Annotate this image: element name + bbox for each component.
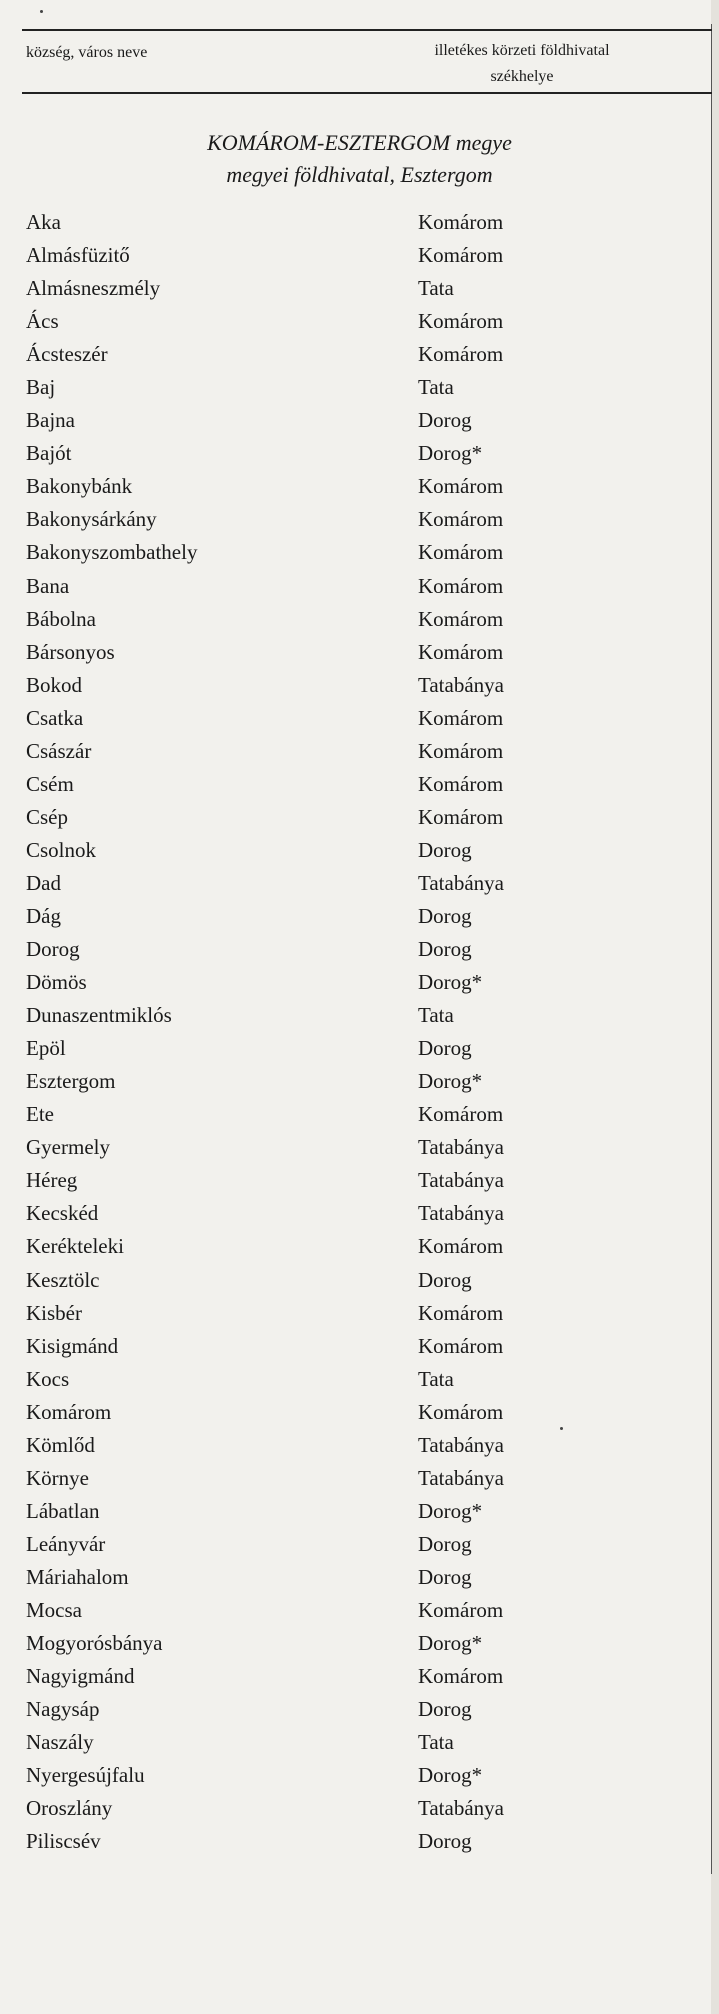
table-row xyxy=(0,1135,719,1168)
table-row xyxy=(0,540,719,573)
settlement-name: Ács xyxy=(26,309,59,334)
settlement-name: Dad xyxy=(26,870,61,895)
land-office-seat: Dorog* xyxy=(418,1069,483,1094)
land-office-seat: Komárom xyxy=(418,1333,504,1358)
land-office-seat: Tatabánya xyxy=(418,1201,504,1226)
settlement-name: Bajót xyxy=(26,441,72,466)
land-office-seat: Komárom xyxy=(418,243,504,268)
settlement-name: Császár xyxy=(26,738,92,763)
settlement-name: Kisigmánd xyxy=(26,1333,119,1358)
land-office-seat: Dorog xyxy=(418,1564,472,1589)
settlement-name: Kesztölc xyxy=(26,1267,100,1292)
land-office-seat: Dorog xyxy=(418,1697,472,1722)
settlement-name: Bakonybánk xyxy=(26,474,133,499)
table-row xyxy=(0,1036,719,1069)
settlement-name: Csém xyxy=(26,771,74,796)
land-office-seat: Komárom xyxy=(418,1664,504,1689)
land-office-seat: Tata xyxy=(418,276,454,301)
table-row xyxy=(0,474,719,507)
table-row xyxy=(0,342,719,375)
table-row xyxy=(0,1367,719,1400)
table-row xyxy=(0,1598,719,1631)
table-row xyxy=(0,1201,719,1234)
settlement-name: Dág xyxy=(26,903,61,928)
table-row xyxy=(0,1268,719,1301)
settlement-name: Bársonyos xyxy=(26,639,115,664)
settlement-name: Máriahalom xyxy=(26,1564,129,1589)
settlement-name: Leányvár xyxy=(26,1531,106,1556)
table-row xyxy=(0,1234,719,1267)
settlement-name: Csatka xyxy=(26,705,84,730)
land-office-seat: Dorog xyxy=(418,408,472,433)
settlement-name: Aka xyxy=(26,210,61,234)
land-office-seat: Tatabánya xyxy=(418,1168,504,1193)
table-row xyxy=(0,1499,719,1532)
settlement-name: Környe xyxy=(26,1465,89,1490)
land-office-seat: Tatabánya xyxy=(418,1432,504,1457)
table-row xyxy=(0,243,719,276)
county-title: KOMÁROM-ESZTERGOM megye xyxy=(207,130,512,155)
land-office-seat: Tatabánya xyxy=(418,870,504,895)
table-row xyxy=(0,871,719,904)
settlement-name: Kerékteleki xyxy=(26,1234,124,1259)
land-office-seat: Komárom xyxy=(418,606,504,631)
settlement-name: Lábatlan xyxy=(26,1498,100,1523)
land-office-seat: Dorog* xyxy=(418,1763,483,1788)
land-office-seat: Dorog* xyxy=(418,1498,483,1523)
settlement-name: Kecskéd xyxy=(26,1201,99,1226)
settlement-name: Mocsa xyxy=(26,1597,82,1622)
column-header-settlement: község, város neve xyxy=(26,44,148,61)
land-office-seat: Dorog* xyxy=(418,1631,483,1656)
settlement-name: Gyermely xyxy=(26,1135,110,1160)
settlement-name: Nagyigmánd xyxy=(26,1664,135,1689)
table-row xyxy=(0,937,719,970)
settlement-name: Esztergom xyxy=(26,1069,116,1094)
settlement-name: Almásneszmély xyxy=(26,276,161,301)
land-office-seat: Dorog xyxy=(418,1829,472,1854)
land-office-seat: Komárom xyxy=(418,1399,504,1424)
table-row xyxy=(0,574,719,607)
settlement-name: Bakonysárkány xyxy=(26,507,157,532)
table-row xyxy=(0,507,719,540)
table-row xyxy=(0,739,719,772)
land-office-seat: Tata xyxy=(418,375,454,400)
land-office-seat: Dorog xyxy=(418,937,472,962)
column-header-office xyxy=(392,38,652,90)
land-office-seat: Dorog xyxy=(418,1036,472,1061)
land-office-seat: Komárom xyxy=(418,573,504,598)
land-office-seat: Komárom xyxy=(418,705,504,730)
header-bottom-rule xyxy=(22,92,712,94)
table-row xyxy=(0,706,719,739)
land-office-seat: Komárom xyxy=(418,540,504,565)
county-office: megyei földhivatal, Esztergom xyxy=(226,162,493,187)
settlement-name: Kisbér xyxy=(26,1300,82,1325)
print-speck xyxy=(40,10,43,13)
land-office-seat: Tatabánya xyxy=(418,672,504,697)
settlement-name: Almásfüzitő xyxy=(26,243,130,268)
column-header-office-line2: székhelye xyxy=(490,68,554,85)
settlement-name: Ácsteszér xyxy=(26,342,108,367)
table-row xyxy=(0,1433,719,1466)
table-row xyxy=(0,1730,719,1763)
table-row xyxy=(0,805,719,838)
land-office-seat: Komárom xyxy=(418,1102,504,1127)
settlement-name: Naszály xyxy=(26,1730,94,1755)
settlement-name: Nagysáp xyxy=(26,1697,100,1722)
settlement-name: Kocs xyxy=(26,1366,70,1391)
table-row xyxy=(0,1334,719,1367)
land-office-seat: Komárom xyxy=(418,1597,504,1622)
settlement-name: Mogyorósbánya xyxy=(26,1631,163,1656)
settlement-name: Baj xyxy=(26,375,56,400)
table-row xyxy=(0,640,719,673)
land-office-seat: Komárom xyxy=(418,210,504,234)
settlement-name: Bajna xyxy=(26,408,75,433)
settlement-name: Komárom xyxy=(26,1399,112,1424)
table-row xyxy=(0,441,719,474)
land-office-seat: Komárom xyxy=(418,342,504,367)
table-row xyxy=(0,1301,719,1334)
land-office-seat: Komárom xyxy=(418,474,504,499)
table-row xyxy=(0,408,719,441)
table-row xyxy=(0,210,719,243)
land-office-seat: Dorog xyxy=(418,1531,472,1556)
table-row xyxy=(0,276,719,309)
settlement-name: Csép xyxy=(26,804,68,829)
settlement-name: Bakonyszombathely xyxy=(26,540,198,565)
settlement-name: Bábolna xyxy=(26,606,96,631)
table-row xyxy=(0,1466,719,1499)
settlement-name: Kömlőd xyxy=(26,1432,95,1457)
settlement-name: Ete xyxy=(26,1102,54,1127)
land-office-seat: Tata xyxy=(418,1366,454,1391)
settlement-list xyxy=(0,210,719,1862)
header-top-rule xyxy=(22,29,712,31)
settlement-name: Dömös xyxy=(26,970,87,995)
table-row xyxy=(0,1664,719,1697)
settlement-name: Nyergesújfalu xyxy=(26,1763,145,1788)
table-row xyxy=(0,309,719,342)
table-row xyxy=(0,607,719,640)
table-row xyxy=(0,1631,719,1664)
land-office-seat: Dorog xyxy=(418,903,472,928)
table-row xyxy=(0,1565,719,1598)
settlement-name: Bana xyxy=(26,573,70,598)
land-office-seat: Tata xyxy=(418,1730,454,1755)
table-row xyxy=(0,772,719,805)
land-office-seat: Komárom xyxy=(418,639,504,664)
settlement-name: Bokod xyxy=(26,672,83,697)
table-row xyxy=(0,1697,719,1730)
table-row xyxy=(0,1003,719,1036)
table-row xyxy=(0,1796,719,1829)
table-row xyxy=(0,1763,719,1796)
table-row xyxy=(0,1102,719,1135)
land-office-seat: Komárom xyxy=(418,771,504,796)
land-office-seat: Dorog xyxy=(418,837,472,862)
land-office-seat: Komárom xyxy=(418,738,504,763)
land-office-seat: Komárom xyxy=(418,1234,504,1259)
land-office-seat: Tatabánya xyxy=(418,1135,504,1160)
land-office-seat: Komárom xyxy=(418,804,504,829)
land-office-seat: Tata xyxy=(418,1003,454,1028)
table-row xyxy=(0,673,719,706)
table-row xyxy=(0,1829,719,1862)
table-row xyxy=(0,1532,719,1565)
table-row xyxy=(0,838,719,871)
settlement-name: Piliscsév xyxy=(26,1829,101,1854)
settlement-name: Dunaszentmiklós xyxy=(26,1003,172,1028)
column-header-office-line1: illetékes körzeti földhivatal xyxy=(434,42,610,59)
print-speck xyxy=(560,1427,563,1430)
settlement-name: Oroszlány xyxy=(26,1796,113,1821)
land-office-seat: Komárom xyxy=(418,309,504,334)
table-row xyxy=(0,904,719,937)
land-office-seat: Dorog* xyxy=(418,970,483,995)
land-office-seat: Komárom xyxy=(418,1300,504,1325)
table-row xyxy=(0,1168,719,1201)
table-row xyxy=(0,1400,719,1433)
settlement-name: Csolnok xyxy=(26,837,97,862)
table-row xyxy=(0,375,719,408)
table-row xyxy=(0,1069,719,1102)
settlement-name: Héreg xyxy=(26,1168,78,1193)
settlement-name: Epöl xyxy=(26,1036,66,1061)
table-row xyxy=(0,970,719,1003)
land-office-seat: Tatabánya xyxy=(418,1465,504,1490)
land-office-seat: Tatabánya xyxy=(418,1796,504,1821)
land-office-seat: Dorog* xyxy=(418,441,483,466)
land-office-seat: Dorog xyxy=(418,1267,472,1292)
settlement-name: Dorog xyxy=(26,937,80,962)
land-office-seat: Komárom xyxy=(418,507,504,532)
